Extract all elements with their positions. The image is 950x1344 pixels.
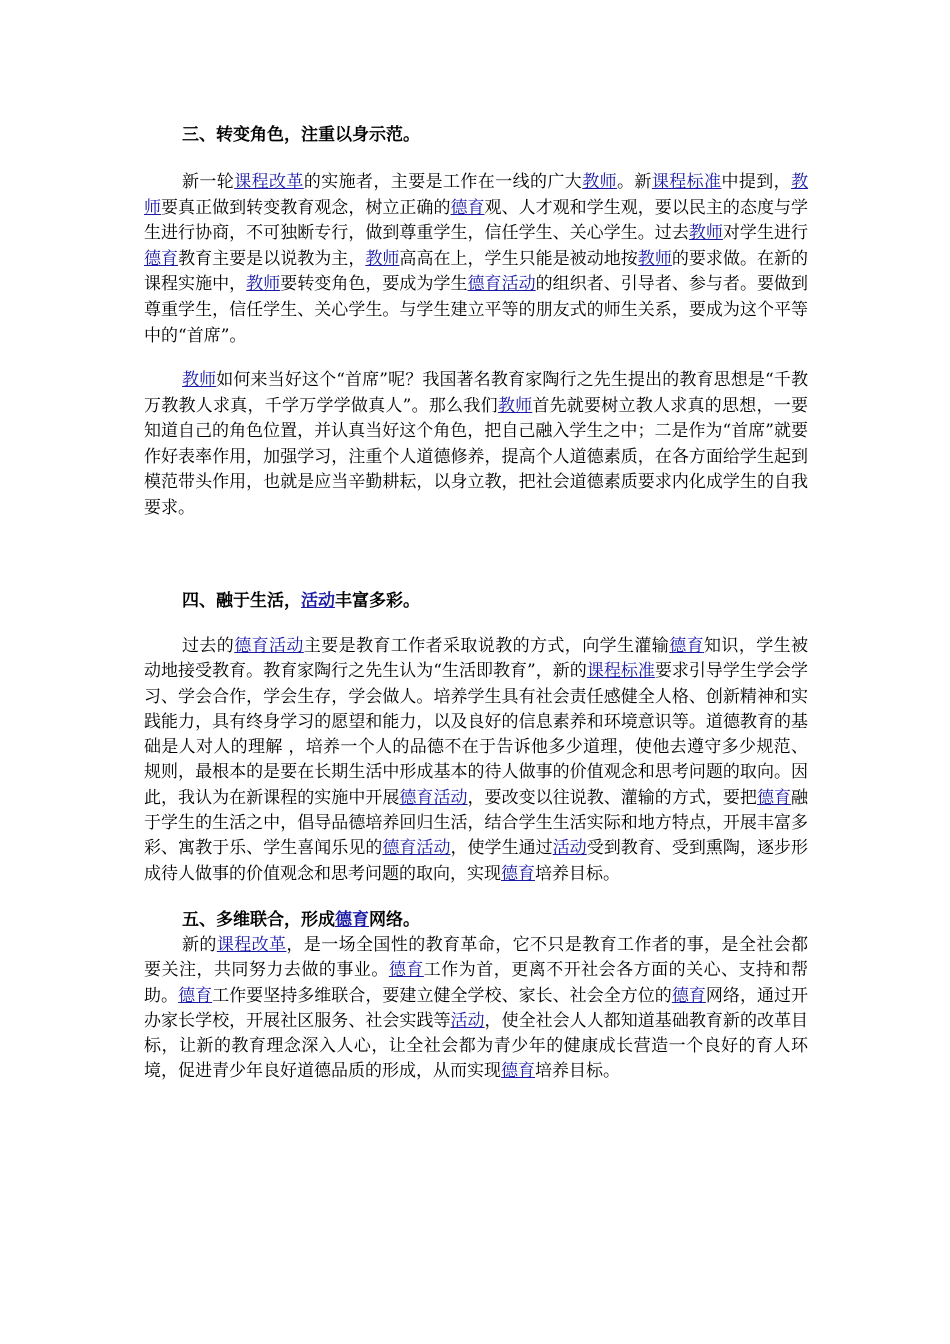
paragraph-text: 知识，学生被动地接受教育。教育家陶行之先生认为“生活即教育”，新的 xyxy=(144,636,809,682)
section-3-heading xyxy=(182,122,420,148)
inline-link[interactable]: 德育 xyxy=(671,985,706,1006)
paragraph-text: 融于学生的生活之中，倡导品德培养回归生活，结合学生生活实际和地方特点，开展丰富多彩、寓教于乐、学生喜闻乐见的 xyxy=(144,787,809,859)
inline-link[interactable]: 活动 xyxy=(450,1010,485,1031)
inline-link[interactable]: 德育活动 xyxy=(234,636,304,656)
inline-link[interactable]: 德育 xyxy=(756,787,792,808)
paragraph-text: 对学生进行 xyxy=(722,223,809,244)
inline-link[interactable]: 教师 xyxy=(246,274,281,295)
paragraph-text: 网络，通过开办家长学校，开展社区服务、社会实践等 xyxy=(144,985,809,1031)
paragraph-text: 要转变角色，要成为学生 xyxy=(280,274,468,295)
paragraph-text: 新一轮 xyxy=(182,172,235,192)
heading-link-moral-education[interactable]: 德育 xyxy=(335,910,369,930)
paragraph-text: 主要是教育工作者采取说教的方式，向学生灌输 xyxy=(303,636,670,656)
paragraph-text: 要真正做到转变教育观念，树立正确的 xyxy=(161,197,451,218)
paragraph-text: 如何来当好这个“首席”呢？我国著名教育家陶行之先生提出的教育思想是“千教万教教人求真，千学万学学做真人”。那么我们 xyxy=(144,370,809,416)
heading-text: 网络。 xyxy=(369,910,420,930)
heading-text: 五、多维联合，形成 xyxy=(182,910,335,930)
section-4-heading xyxy=(182,588,420,614)
section-3-paragraph-2 xyxy=(144,368,808,522)
inline-link[interactable]: 德育 xyxy=(669,636,705,656)
inline-link[interactable]: 教师 xyxy=(497,395,533,416)
inline-link[interactable]: 教师 xyxy=(365,248,400,269)
inline-link[interactable]: 德育 xyxy=(144,248,179,269)
paragraph-text: 要求引导学生学会学习、学会合作，学会生存，学会做人。培养学生具有社会责任感健全人格、创新精神和实践能力，具有终身学习的愿望和能力，以及良好的信息素养和环境意识等。道德教育的基础是人对人的理解 ，培养一个人的品德不在于告诉他多少道理，使他去遵守多少规范、规则，最根本的是要在长期生活中形成基本的待人做事的价值观念和思考问题的取向。因此，我认为在新课程的实施中开展 xyxy=(144,661,808,808)
inline-link[interactable]: 课程标准 xyxy=(651,172,722,192)
paragraph-text: ，要改变以往说教、灌输的方式，要把 xyxy=(467,787,757,808)
paragraph-text: 培养目标。 xyxy=(535,863,620,884)
paragraph-text: 的要求做。在新的课程实施中， xyxy=(144,248,809,295)
paragraph-text: 。新 xyxy=(617,172,652,192)
paragraph-text: 培养目标。 xyxy=(535,1061,620,1082)
inline-link[interactable]: 德育 xyxy=(450,197,485,218)
paragraph-text: ，使学生通过 xyxy=(450,838,553,859)
paragraph-text: 受到教育、受到熏陶，逐步形成待人做事的价值观念和思考问题的取向，实现 xyxy=(144,838,809,884)
paragraph-text: 过去的 xyxy=(182,636,235,656)
heading-text: 丰富多彩。 xyxy=(335,591,420,611)
inline-link[interactable]: 教师 xyxy=(688,223,723,244)
inline-link[interactable]: 德育 xyxy=(501,863,535,884)
paragraph-text: 工作为首，更离不开社会各方面的关心、支持和帮助。 xyxy=(144,960,809,1006)
paragraph-text: 中提到， xyxy=(721,172,792,192)
paragraph-text: 的实施者，主要是工作在一线的广大 xyxy=(303,172,583,192)
section-5-paragraph-1 xyxy=(144,933,808,1085)
inline-link[interactable]: 德育 xyxy=(501,1061,535,1082)
inline-link[interactable]: 德育活动 xyxy=(467,274,536,295)
paragraph-text: 高高在上，学生只能是被动地按 xyxy=(399,248,638,269)
inline-link[interactable]: 课程改革 xyxy=(216,935,287,955)
inline-link[interactable]: 教师 xyxy=(144,172,809,218)
section-5-heading xyxy=(182,907,420,933)
paragraph-text: 教育主要是以说教为主， xyxy=(178,248,366,269)
inline-link[interactable]: 课程标准 xyxy=(586,661,655,682)
inline-link[interactable]: 活动 xyxy=(552,838,587,859)
inline-link[interactable]: 德育活动 xyxy=(399,787,468,808)
inline-link[interactable]: 德育 xyxy=(178,985,213,1006)
paragraph-text: 首先就要树立教人求真的思想，一要知道自己的角色位置，并认真当好这个角色，把自己融入学生之中；二是作为“首席”就要作好表率作用，加强学习，注重个人道德修养，提高个人道德素质，在各方面给学生起到模范带头作用，也就是应当辛勤耕耘，以身立教，把社会道德素质要求内化成学生的自我要求。 xyxy=(144,395,808,518)
inline-link[interactable]: 德育活动 xyxy=(382,838,451,859)
paragraph-text: 观、人才观和学生观，要以民主的态度与学生进行协商，不可独断专行，做到尊重学生，信任学生、关心学生。过去 xyxy=(144,197,809,244)
paragraph-text: 的组织者、引导者、参与者。要做到尊重学生，信任学生、关心学生。与学生建立平等的朋友式的师生关系，要成为这个平等中的“首席”。 xyxy=(144,274,809,346)
inline-link[interactable]: 德育 xyxy=(388,960,424,981)
paragraph-text: ，使全社会人人都知道基础教育新的改革目标，让新的教育理念深入人心，让全社会都为青少年的健康成长营造一个良好的育人环境，促进青少年良好道德品质的形成，从而实现 xyxy=(144,1010,809,1082)
inline-link[interactable]: 教师 xyxy=(637,248,672,269)
inline-link[interactable]: 课程改革 xyxy=(234,172,304,192)
section-4-paragraph-1 xyxy=(144,634,808,887)
inline-link[interactable]: 教师 xyxy=(582,172,618,192)
inline-link[interactable]: 教师 xyxy=(182,370,217,390)
heading-text: 三、转变角色，注重以身示范。 xyxy=(182,125,420,145)
heading-link-activity[interactable]: 活动 xyxy=(301,591,335,611)
heading-text: 四、融于生活， xyxy=(182,591,301,611)
paragraph-text: ，是一场全国性的教育革命，它不只是教育工作者的事，是全社会都要关注，共同努力去做的事业。 xyxy=(144,935,809,981)
paragraph-text: 工作要坚持多维联合，要建立健全学校、家长、社会全方位的 xyxy=(212,985,672,1006)
section-3-paragraph-1 xyxy=(144,170,808,349)
paragraph-text: 新的 xyxy=(182,935,217,955)
